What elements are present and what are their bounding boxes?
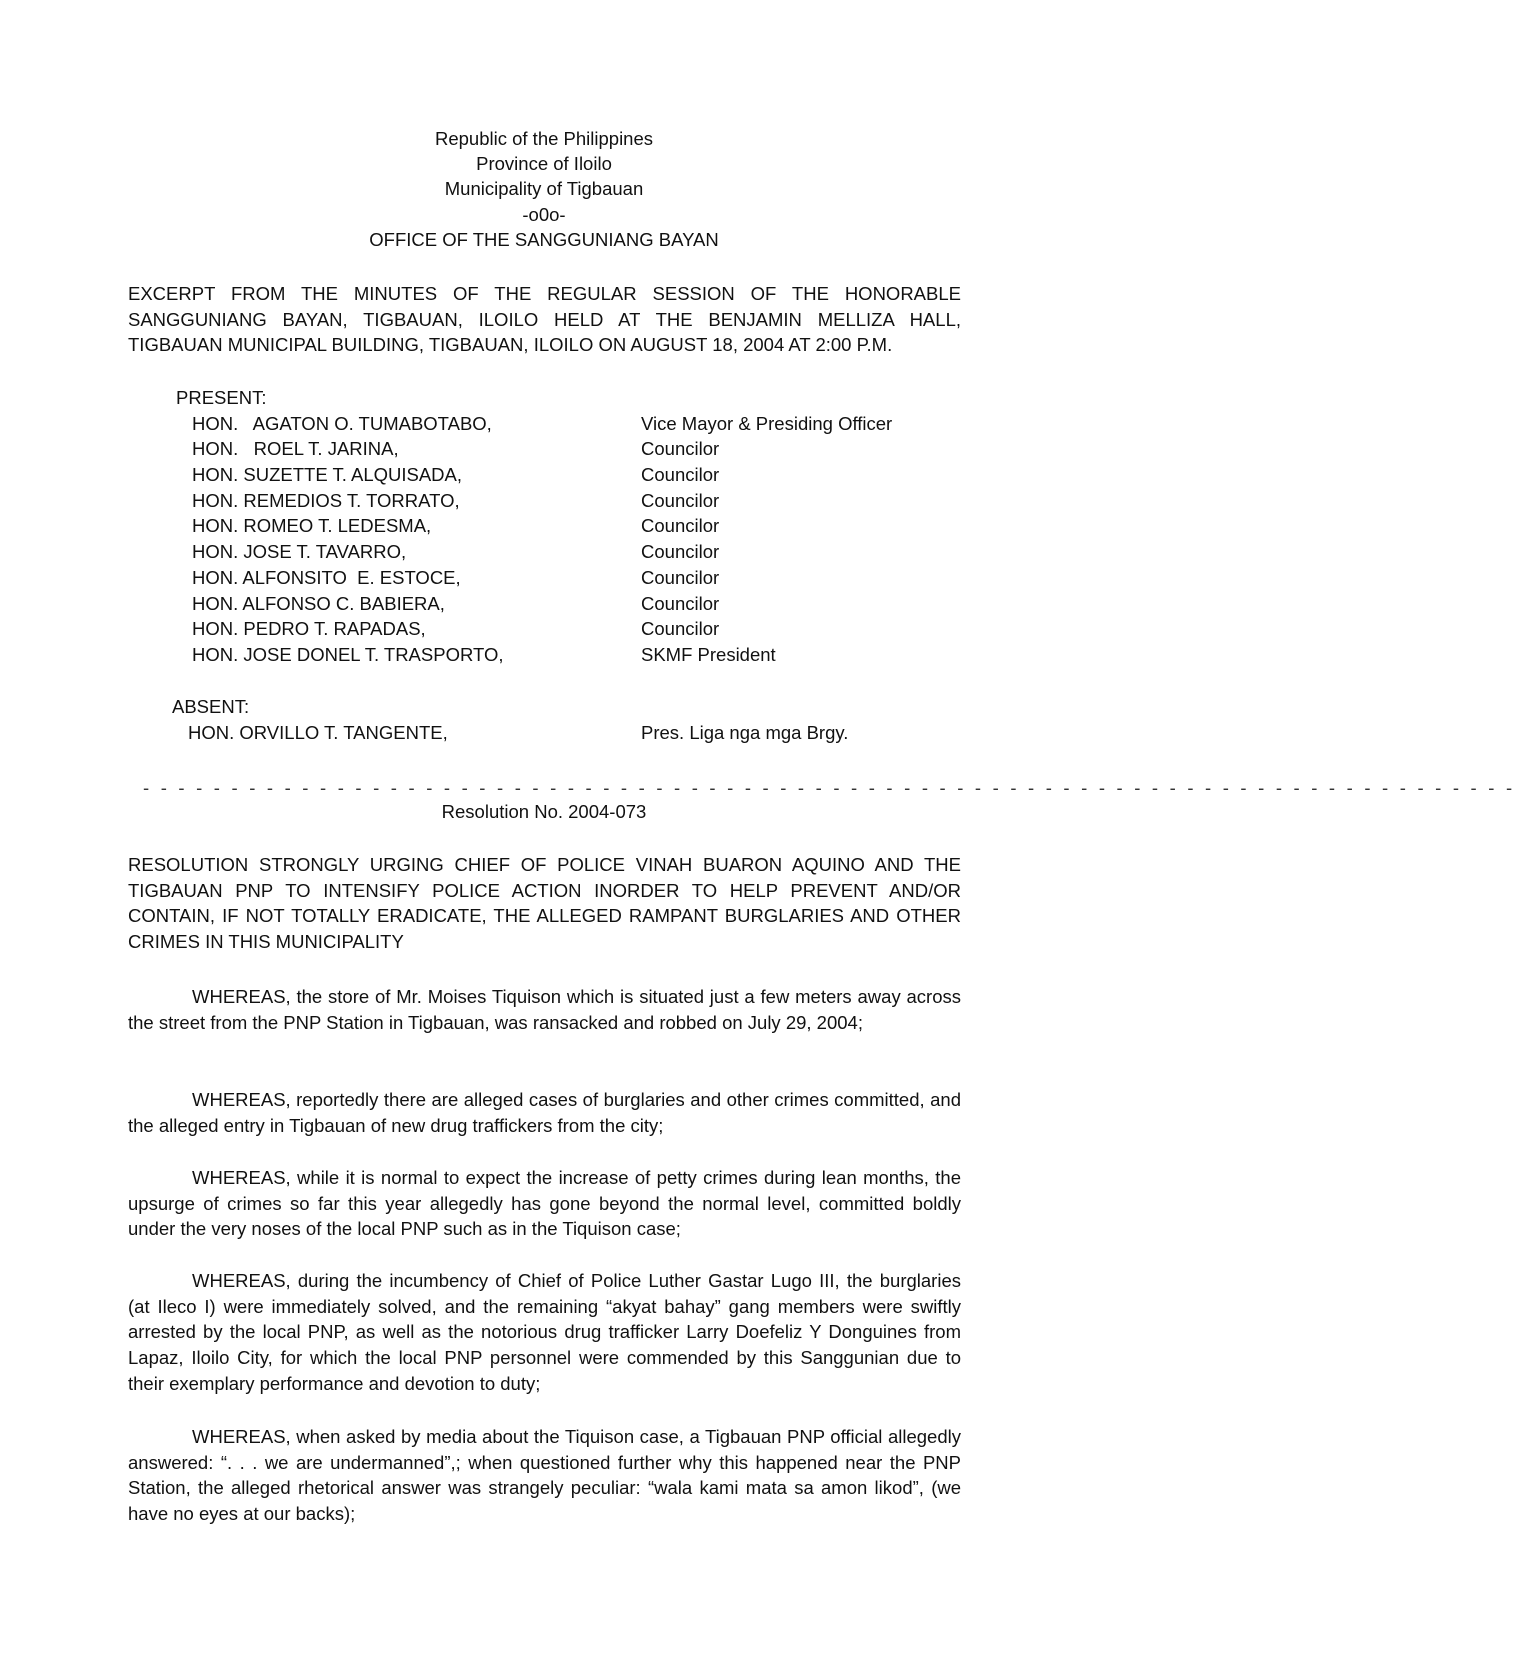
attendee-row bbox=[176, 488, 936, 514]
attendee-row bbox=[176, 513, 936, 539]
present-heading: PRESENT: bbox=[176, 387, 267, 408]
attendee-name: HON. AGATON O. TUMABOTABO, bbox=[192, 412, 492, 434]
attendee-row bbox=[176, 436, 936, 462]
whereas-text: WHEREAS, while it is normal to expect the increase of petty crimes during lean months, the upsurge of crimes so far this year allegedly has gone beyond the normal level, committed boldly under the very noses of the local PNP such as in the Tiquison case; bbox=[128, 1167, 961, 1240]
attendee-name: HON. ALFONSITO E. ESTOCE, bbox=[192, 566, 461, 588]
whereas-text: WHEREAS, reportedly there are alleged cases of burglaries and other crimes committed, and the alleged entry in Tigbauan of new drug traffickers from the city; bbox=[128, 1089, 961, 1136]
country-line: Republic of the Philippines bbox=[434, 128, 654, 149]
whereas-text: WHEREAS, during the incumbency of Chief of Police Luther Gastar Lugo III, the burglaries (at Ileco I) were immediately solved, and the remaining “akyat bahay” gang members were swiftly arrested by the local PNP, as well as the notorious drug trafficker Larry Doefeliz Y Donguines from Lapaz, Iloilo City, for which the local PNP personnel were commended by this Sanggunian due to their exemplary performance and devotion to duty; bbox=[128, 1270, 961, 1394]
attendee-name: HON. REMEDIOS T. TORRATO, bbox=[192, 489, 460, 511]
absent-heading: ABSENT: bbox=[172, 696, 250, 717]
attendee-row bbox=[176, 462, 936, 488]
absentee-title: Pres. Liga nga mga Brgy. bbox=[641, 721, 849, 743]
whereas-paragraph bbox=[128, 1424, 961, 1527]
attendee-name: HON. ALFONSO C. BABIERA, bbox=[192, 592, 445, 614]
attendee-row bbox=[176, 565, 936, 591]
present-list bbox=[176, 385, 936, 668]
excerpt-statement bbox=[128, 281, 961, 358]
attendee-title: Councilor bbox=[641, 566, 720, 588]
attendee-name: HON. SUZETTE T. ALQUISADA, bbox=[192, 464, 463, 486]
whereas-text: WHEREAS, when asked by media about the Tiquison case, a Tigbauan PNP official allegedly answered: “. . . we are undermanned”,; when questioned further why this happened near the PNP Station, the alleged rhetorical answer was strangely peculiar: “wala kami mata sa amon likod”, (we have no eyes at our backs); bbox=[128, 1426, 961, 1525]
attendee-name: HON. JOSE DONEL T. TRASPORTO, bbox=[192, 643, 504, 665]
municipality-line: Municipality of Tigbauan bbox=[444, 178, 644, 200]
office-line: OFFICE OF THE SANGGUNIANG BAYAN bbox=[369, 228, 719, 250]
attendee-title: SKMF President bbox=[641, 643, 776, 665]
whereas-paragraph bbox=[128, 1087, 961, 1138]
attendee-row bbox=[176, 616, 936, 642]
whereas-text: WHEREAS, the store of Mr. Moises Tiquison which is situated just a few meters away across the street from the PNP Station in Tigbauan, was ransacked and robbed on July 29, 2004; bbox=[128, 986, 961, 1033]
attendee-title: Councilor bbox=[641, 541, 720, 563]
whereas-paragraph bbox=[128, 984, 961, 1035]
attendee-row bbox=[176, 591, 936, 617]
attendee-title: Councilor bbox=[641, 515, 720, 537]
whereas-paragraph bbox=[128, 1268, 961, 1397]
attendee-name: HON. PEDRO T. RAPADAS, bbox=[192, 618, 426, 640]
attendee-row bbox=[176, 642, 936, 668]
whereas-paragraph bbox=[128, 1165, 961, 1242]
attendee-name: HON. JOSE T. TAVARRO, bbox=[192, 541, 407, 563]
absentee-row bbox=[172, 720, 932, 746]
attendee-title: Councilor bbox=[641, 464, 720, 486]
excerpt-line-2: SANGGUNIANG BAYAN, TIGBAUAN, ILOILO HELD AT THE BENJAMIN MELLIZA HALL, bbox=[128, 308, 961, 330]
dashed-divider: - - - - - - - - - - - - - - - - - - - - - - - - - - - - - - - - - - - - - - - - - - - - - - - - - - - - - - - - - - - - - - - - - - - - - - - - - - - - - - bbox=[143, 777, 1515, 798]
absentee-name: HON. ORVILLO T. TANGENTE, bbox=[188, 721, 448, 743]
excerpt-line-3: TIGBAUAN MUNICIPAL BUILDING, TIGBAUAN, ILOILO ON AUGUST 18, 2004 AT 2:00 P.M. bbox=[128, 334, 893, 356]
resolution-title: RESOLUTION STRONGLY URGING CHIEF OF POLICE VINAH BUARON AQUINO AND THE TIGBAUAN PNP TO INTENSIFY POLICE ACTION INORDER TO HELP PREVENT AND/OR CONTAIN, IF NOT TOTALLY ERADICATE, THE ALLEGED RAMPANT BURGLARIES AND OTHER CRIMES IN THIS MUNICIPALITY bbox=[128, 854, 961, 953]
separator-ornament: -o0o- bbox=[522, 203, 566, 225]
attendee-row bbox=[176, 539, 936, 565]
attendee-title: Councilor bbox=[641, 438, 720, 460]
attendee-name: HON. ROMEO T. LEDESMA, bbox=[192, 515, 432, 537]
excerpt-line-1: EXCERPT FROM THE MINUTES OF THE REGULAR SESSION OF THE HONORABLE bbox=[128, 283, 961, 304]
attendee-title: Councilor bbox=[641, 489, 720, 511]
attendee-title: Councilor bbox=[641, 618, 720, 640]
attendee-title: Vice Mayor & Presiding Officer bbox=[641, 412, 893, 434]
province-line: Province of Iloilo bbox=[476, 153, 612, 175]
resolution-number: Resolution No. 2004-073 bbox=[441, 801, 647, 822]
attendee-row bbox=[176, 411, 936, 437]
attendee-name: HON. ROEL T. JARINA, bbox=[192, 438, 399, 460]
attendee-title: Councilor bbox=[641, 592, 720, 614]
absent-list bbox=[172, 694, 932, 745]
letterhead bbox=[0, 126, 1088, 252]
